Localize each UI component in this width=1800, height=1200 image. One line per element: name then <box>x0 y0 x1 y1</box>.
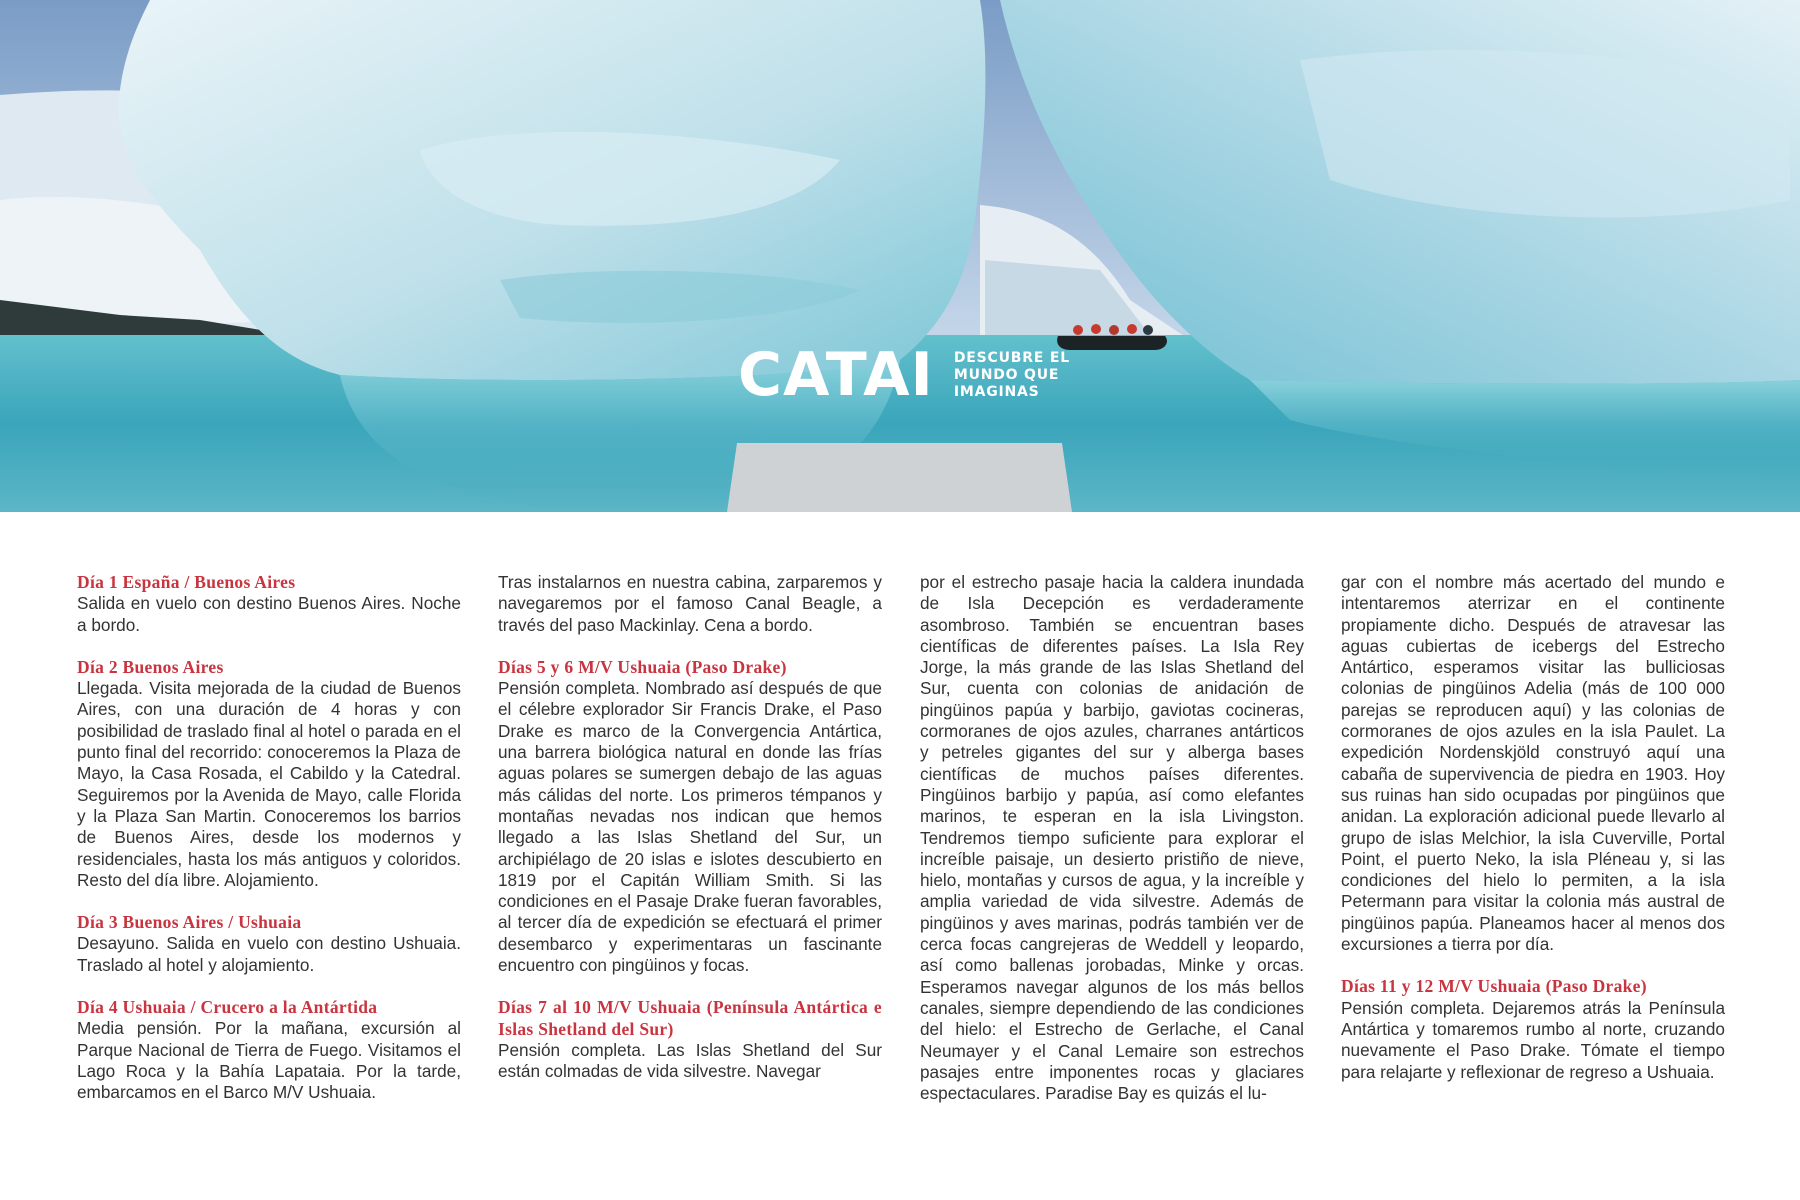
day-description: Desayuno. Salida en vuelo con destino Ushuaia. Traslado al hotel y alojamiento. <box>77 933 461 975</box>
day-description: Tras instalarnos en nuestra cabina, zarparemos y navegaremos por el famoso Canal Beagle, a través del paso Mackinlay. Cena a bordo. <box>498 572 882 635</box>
day-title: Día 4 Ushuaia / Crucero a la Antártida <box>77 997 378 1018</box>
day-description: Salida en vuelo con destino Buenos Aires. Noche a bordo. <box>77 593 461 635</box>
tagline-line-3: IMAGINAS <box>953 383 1040 400</box>
tagline-line-2: MUNDO QUE <box>953 366 1060 383</box>
itinerary-day-1 <box>77 572 461 636</box>
day-description: Pensión completa. Dejaremos atrás la Península Antártica y tomaremos rumbo al norte, cruzando nuevamente el Paso Drake. Tómate el tiempo para relajarte y reflexionar de regreso a Ushuaia. <box>1341 997 1725 1082</box>
tagline-line-1: DESCUBRE EL <box>953 349 1070 366</box>
column-2 <box>498 572 882 1104</box>
brand-name: CATAI <box>738 340 934 410</box>
itinerary-days-5-6 <box>498 657 882 976</box>
itinerary-days-7-10-continued <box>920 572 1304 1104</box>
day-description: Pensión completa. Nombrado así después de que el célebre explorador Sir Francis Drake, el Paso Drake es marco de la Convergencia Antártica, una barrera biológica natural en donde las frías aguas polares se sumergen debajo de las aguas más cálidas del norte. Los primeros témpanos y montañas nevadas nos indican que hemos llegado a las Islas Shetland del Sur, un archipiélago de 20 islas e islotes descubierto en 1819 por el Capitán William Smith. Si las condiciones en el Pasaje Drake fueran favorables, al tercer día de expedición se efectuará el primer desembarco y experimentaras un fascinante encuentro con pingüinos y focas. <box>498 678 882 976</box>
day-description: por el estrecho pasaje hacia la caldera inundada de Isla Decepción es verdaderamente asombroso. También se encuentran bases científicas de diferentes países. La Isla Rey Jorge, la más grande de las Islas Shetland del Sur, cuenta con colonias de anidación de pingüinos papúa y barbijo, gaviotas cocineras, cormoranes de ojos azules, charranes antárticos y petreles gigantes del sur y alberga bases científicas de muchos países diferentes. Pingüinos barbijo y papúa, así como elefantes marinos, te esperan en la isla Livingston. Tendremos tiempo suficiente para explorar el increíble paisaje, un desierto pristiño de nieve, hielo, montañas y cursos de agua, y la increíble y amplia variedad de vida silvestre. Además de pingüinos y aves marinas, podrás también ver de cerca focas cangrejeras de Weddell y leopardo, así como ballenas jorobadas, Minke y orcas. Esperamos navegar algunos de los más bellos canales, siempre dependiendo de las condiciones del hielo: el Estrecho de Gerlache, el Canal Neumayer y el Canal Lemaire son estrechos pasajes entre imponentes rocas y glaciares espectaculares. Paradise Bay es quizás el lu- <box>920 572 1304 1104</box>
itinerary-day-4-continued <box>498 572 882 636</box>
itinerary-days-7-10-continued-2 <box>1341 572 1725 955</box>
day-title: Días 7 al 10 M/V Ushuaia (Península Antártica e Islas Shetland del Sur) <box>498 997 882 1039</box>
day-description: Pensión completa. Las Islas Shetland del Sur están colmadas de vida silvestre. Navegar <box>498 1039 882 1082</box>
day-title: Días 11 y 12 M/V Ushuaia (Paso Drake) <box>1341 976 1647 997</box>
itinerary-days-7-10 <box>498 997 882 1082</box>
day-title: Día 3 Buenos Aires / Ushuaia <box>77 912 302 933</box>
day-description: gar con el nombre más acertado del mundo e intentaremos aterrizar en el continente propiamente dicho. Después de atravesar las aguas cubiertas de icebergs del Estrecho Antártico, esperamos visitar las bulliciosas colonias de pingüinos Adelia (más de 100 000 parejas se reproducen aquí) y las colonias de cormoranes de ojos azules en la isla Paulet. La expedición Nordenskjöld construyó aquí una cabaña de supervivencia de piedra en 1903. Hoy sus ruinas han sido ocupadas por pingüinos que anidan. La exploración adicional puede llevarlo al grupo de islas Melchior, la isla Cuverville, Portal Point, el puerto Neko, la isla Pléneau y, si las condiciones del hielo lo permiten, a la isla Petermann para visitar la colonia más austral de pingüinos papúa. Planeamos hacer al menos dos excursiones a tierra por día. <box>1341 572 1725 955</box>
day-title: Días 5 y 6 M/V Ushuaia (Paso Drake) <box>498 656 787 677</box>
itinerary-day-3 <box>77 912 461 976</box>
itinerary-day-4 <box>77 997 461 1103</box>
column-3 <box>920 572 1304 1125</box>
day-description: Media pensión. Por la mañana, excursión al Parque Nacional de Tierra de Fuego. Visitamos el Lago Roca y la Bahía Lapataia. Por la tarde, embarcamos en el Barco M/V Ushuaia. <box>77 1018 461 1103</box>
itinerary-days-11-12 <box>1341 976 1725 1082</box>
column-4 <box>1341 572 1725 1104</box>
day-title: Día 1 España / Buenos Aires <box>77 572 296 592</box>
column-1 <box>77 572 461 1125</box>
itinerary-day-2 <box>77 657 461 891</box>
day-description: Llegada. Visita mejorada de la ciudad de Buenos Aires, con una duración de 4 horas y con posibilidad de traslado final al hotel o parada en el punto final del recorrido: conoceremos la Plaza de Mayo, la Casa Rosada, el Cabildo y la Catedral. Seguiremos por la Avenida de Mayo, calle Florida y la Plaza San Martin. Conoceremos los barrios de Buenos Aires, desde los modernos y residenciales, hasta los más antiguos y coloridos. Resto del día libre. Alojamiento. <box>77 678 461 890</box>
day-title: Día 2 Buenos Aires <box>77 656 224 677</box>
